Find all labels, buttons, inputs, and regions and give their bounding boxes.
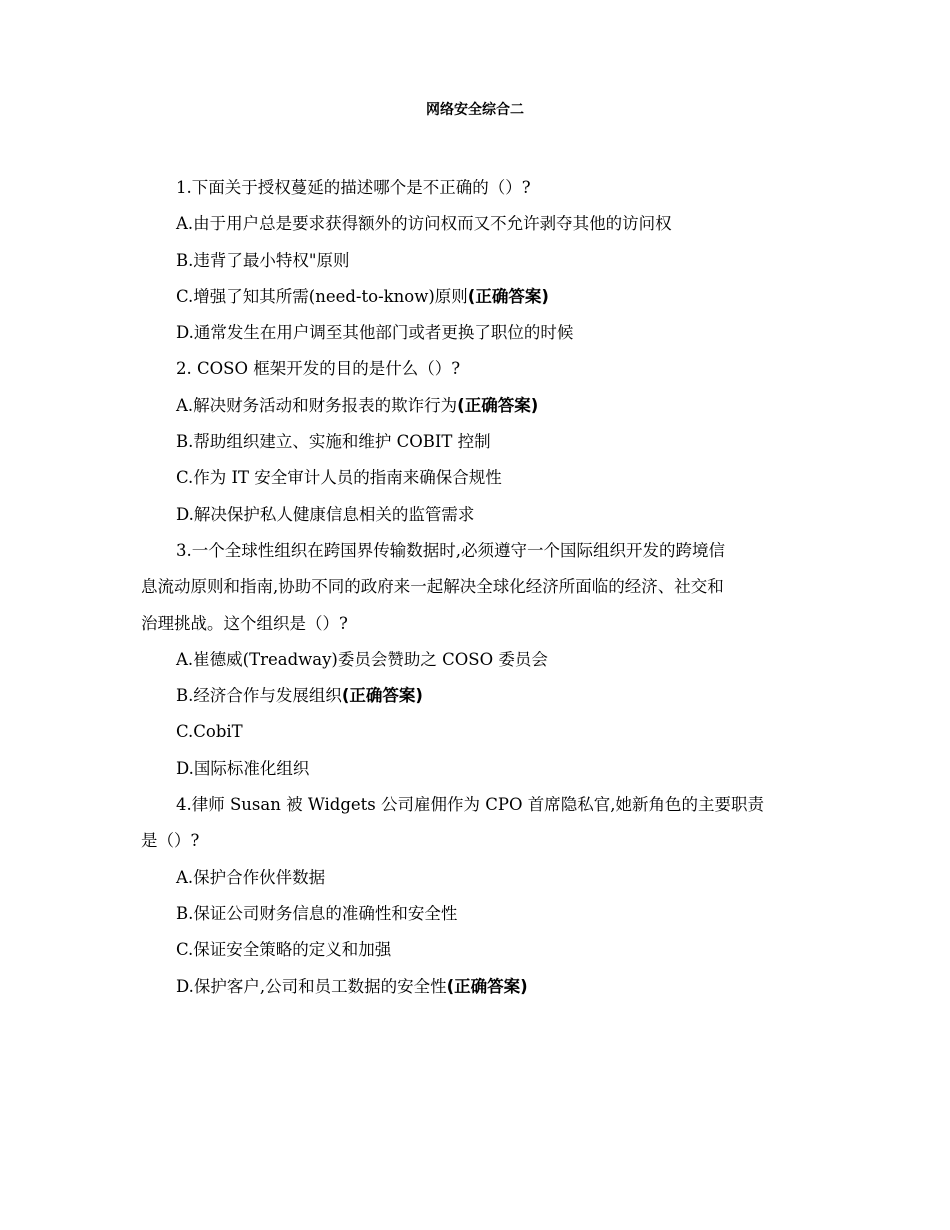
question-2-option-d: D.解决保护私人健康信息相关的监管需求: [176, 504, 475, 524]
question-4-option-b: B.保证公司财务信息的准确性和安全性: [176, 903, 458, 923]
question-3-stem-line-3: 治理挑战。这个组织是（）?: [141, 613, 348, 633]
option-text: B.经济合作与发展组织: [176, 686, 342, 706]
option-text: A.解决财务活动和财务报表的欺诈行为: [176, 395, 458, 415]
question-4-option-d: [141, 969, 811, 1005]
question-2-option-c: C.作为 IT 安全审计人员的指南来确保合规性: [176, 468, 502, 488]
question-3-option-c: C.CobiT: [176, 722, 243, 742]
question-1-stem: 1.下面关于授权蔓延的描述哪个是不正确的（）?: [176, 178, 531, 197]
question-4-option-c: C.保证安全策略的定义和加强: [176, 940, 392, 960]
question-2-option-a: [141, 388, 811, 424]
question-3-option-d: D.国际标准化组织: [176, 758, 310, 778]
correct-answer-mark: (正确答案): [457, 395, 539, 415]
correct-answer-mark: (正确答案): [467, 286, 549, 306]
question-4-option-a: A.保护合作伙伴数据: [176, 867, 326, 887]
question-3-option-b: [141, 678, 811, 714]
option-text: D.保护客户,公司和员工数据的安全性: [176, 976, 447, 996]
question-1-option-b: B.违背了最小特权"原则: [176, 250, 350, 270]
question-3-option-a: A.崔德威(Treadway)委员会赞助之 COSO 委员会: [176, 649, 548, 669]
option-text: C.增强了知其所需(need-to-know)原则: [176, 286, 468, 306]
question-3-stem-line-1: 3.一个全球性组织在跨国界传输数据时,必须遵守一个国际组织开发的跨境信: [176, 540, 725, 560]
correct-answer-mark: (正确答案): [341, 686, 423, 706]
question-4-stem-line-1: 4.律师 Susan 被 Widgets 公司雇佣作为 CPO 首席隐私官,她新角色的主要职责: [176, 795, 765, 815]
question-1-option-a: A.由于用户总是要求获得额外的访问权而又不允许剥夺其他的访问权: [176, 214, 672, 234]
question-3-stem-line-2: 息流动原则和指南,协助不同的政府来一起解决全球化经济所面临的经济、社交和: [141, 577, 724, 597]
question-4-stem-line-2: 是（）?: [141, 831, 200, 851]
question-1-option-d: D.通常发生在用户调至其他部门或者更换了职位的时候: [176, 323, 574, 343]
question-2-option-b: B.帮助组织建立、实施和维护 COBIT 控制: [176, 432, 491, 452]
correct-answer-mark: (正确答案): [446, 976, 528, 996]
document-title: 网络安全综合二: [426, 102, 524, 118]
document-body: [141, 170, 811, 1005]
question-1-option-c: [141, 279, 811, 315]
question-2-stem: 2. COSO 框架开发的目的是什么（）?: [176, 359, 461, 379]
